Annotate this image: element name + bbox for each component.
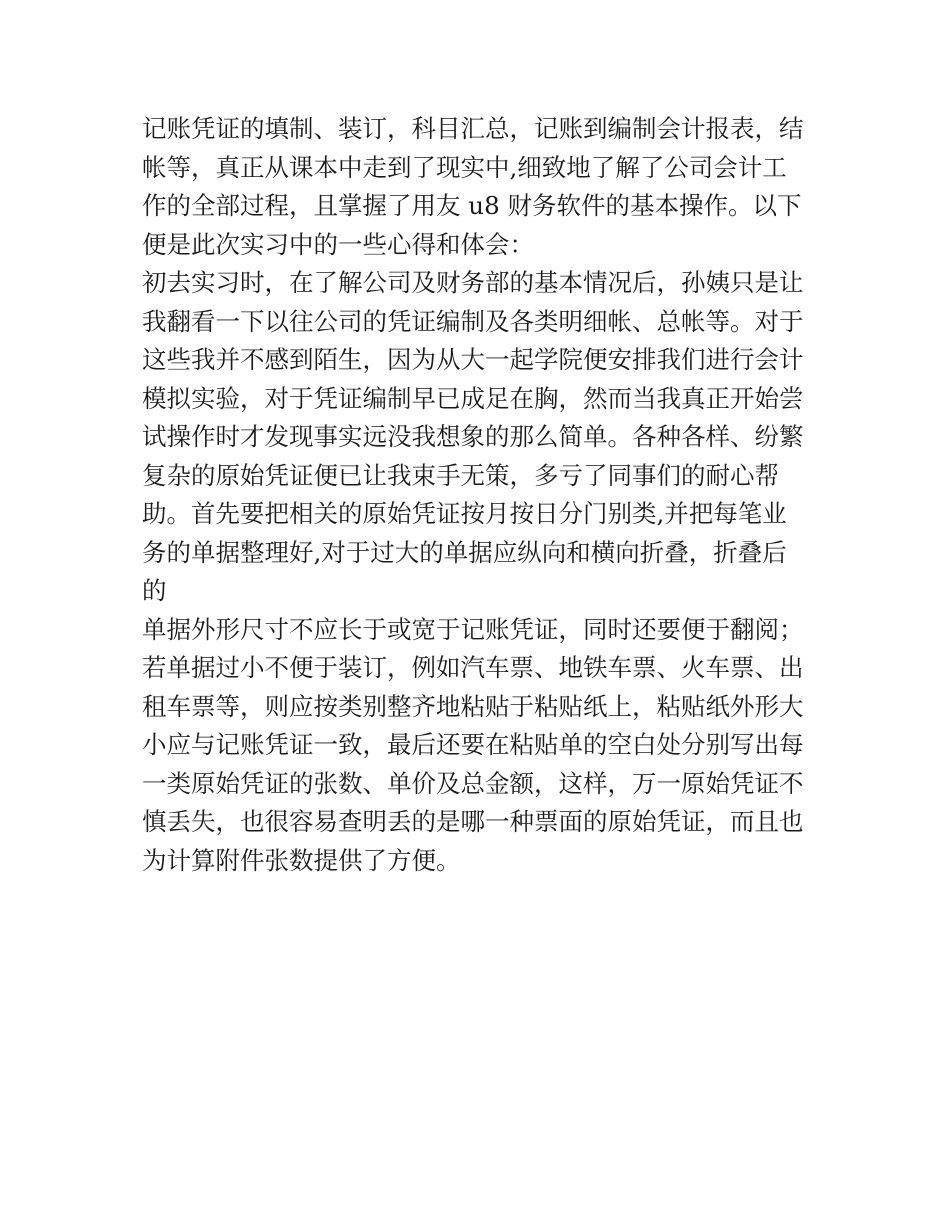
text-line: 租车票等，则应按类别整齐地粘贴于粘贴纸上，粘贴纸外形大 [142,691,804,721]
text-line: 为计算附件张数提供了方便。 [142,845,461,875]
text-line: 务的单据整理好,对于过大的单据应纵向和横向折叠，折叠后 [142,537,787,567]
text-line: 试操作时才发现事实远没我想象的那么简单。各种各样、纷繁 [142,422,804,451]
text-line: 模拟实验，对于凭证编制早已成足在胸，然而当我真正开始尝 [142,383,804,413]
text-line: 一类原始凭证的张数、单价及总金额，这样，万一原始凭证不 [142,768,804,798]
text-line: 的 [142,576,167,605]
body-text [142,110,822,880]
text-line: 初去实习时，在了解公司及财务部的基本情况后，孙姨只是让 [142,268,804,297]
text-line: 小应与记账凭证一致，最后还要在粘贴单的空白处分别写出每 [142,730,804,759]
text-line: 我翻看一下以往公司的凭证编制及各类明细帐、总帐等。对于 [142,306,804,336]
text-line: 这些我并不感到陌生，因为从大一起学院便安排我们进行会计 [142,345,804,374]
text-line: 慎丢失，也很容易查明丢的是哪一种票面的原始凭证，而且也 [142,807,804,836]
text-line: 帐等，真正从课本中走到了现实中,细致地了解了公司会计工 [142,152,787,182]
text-line: 记账凭证的填制、装订，科目汇总，记账到编制会计报表，结 [142,114,804,143]
text-line: 助。首先要把相关的原始凭证按月按日分门别类,并把每笔业 [142,499,787,528]
text-line: 若单据过小不便于装订，例如汽车票、地铁车票、火车票、出 [142,653,804,682]
text-line: 复杂的原始凭证便已让我束手无策，多亏了同事们的耐心帮 [142,460,779,490]
text-line: 单据外形尺寸不应长于或宽于记账凭证，同时还要便于翻阅； [142,614,804,644]
text-line: 作的全部过程，且掌握了用友 u8 财务软件的基本操作。以下 [142,191,802,220]
text-line: 便是此次实习中的一些心得和体会： [142,229,534,259]
